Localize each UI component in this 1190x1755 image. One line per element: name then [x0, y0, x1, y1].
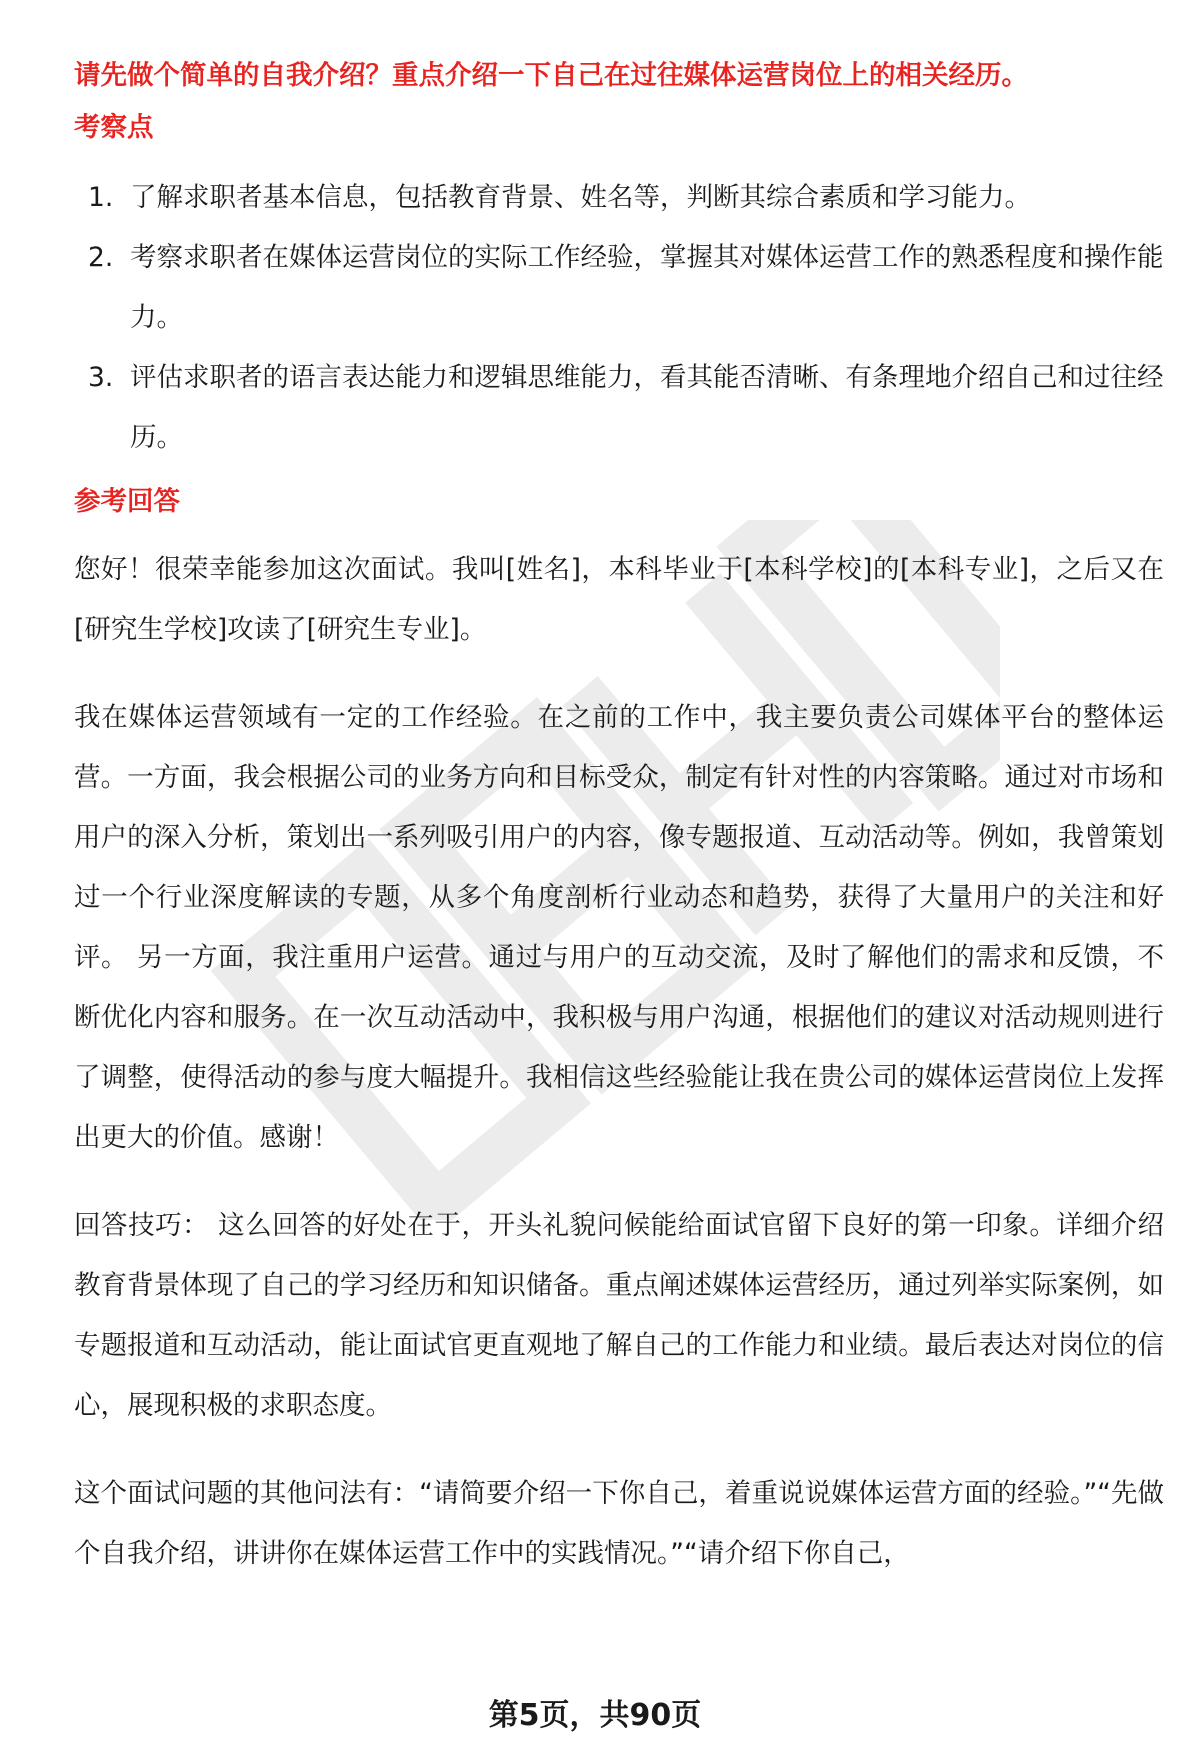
document-page [74, 46, 1164, 1612]
list-item-text: 了解求职者基本信息，包括教育背景、姓名等，判断其综合素质和学习能力。 [130, 182, 1031, 213]
list-item-number: 1. [88, 182, 114, 213]
list-item [74, 168, 1164, 228]
list-item-number: 2. [88, 242, 114, 273]
page-number-footer: 第5页，共90页 [488, 1698, 702, 1733]
answer-paragraph-intro: 您好！很荣幸能参加这次面试。我叫[姓名]，本科毕业于[本科学校]的[本科专业]，之后又在[研究生学校]攻读了[研究生专业]。 [74, 554, 1164, 645]
answer-paragraph-tips: 回答技巧： 这么回答的好处在于，开头礼貌问候能给面试官留下良好的第一印象。详细介绍教育背景体现了自己的学习经历和知识储备。重点阐述媒体运营经历，通过列举实际案例，如专题报道和互动活动，能让面试官更直观地了解自己的工作能力和业绩。最后表达对岗位的信心，展现积极的求职态度。 [74, 1210, 1164, 1421]
answer-title: 参考回答 [74, 486, 180, 517]
key-points-title: 考察点 [74, 112, 154, 143]
answer-paragraph-experience: 我在媒体运营领域有一定的工作经验。在之前的工作中，我主要负责公司媒体平台的整体运营。一方面，我会根据公司的业务方向和目标受众，制定有针对性的内容策略。通过对市场和用户的深入分析，策划出一系列吸引用户的内容，像专题报道、互动活动等。例如，我曾策划过一个行业深度解读的专题，从多个角度剖析行业动态和趋势，获得了大量用户的关注和好评。 另一方面，我注重用户运营。通过与用户的互动交流，及时了解他们的需求和反馈，不断优化内容和服务。在一次互动活动中，我积极与用户沟通，根据他们的建议对活动规则进行了调整，使得活动的参与度大幅提升。我相信这些经验能让我在贵公司的媒体运营岗位上发挥出更大的价值。感谢！ [74, 702, 1164, 1153]
answer-paragraph-alternatives: 这个面试问题的其他问法有：“请简要介绍一下你自己，着重说说媒体运营方面的经验。”“先做个自我介绍，讲讲你在媒体运营工作中的实践情况。”“请介绍下你自己， [74, 1478, 1164, 1569]
list-item [74, 228, 1164, 348]
list-item-text: 评估求职者的语言表达能力和逻辑思维能力，看其能否清晰、有条理地介绍自己和过往经历。 [130, 362, 1164, 453]
question-heading: 请先做个简单的自我介绍？重点介绍一下自己在过往媒体运营岗位上的相关经历。 [74, 60, 1028, 91]
key-points-list [74, 168, 1164, 468]
list-item-number: 3. [88, 362, 114, 393]
list-item [74, 348, 1164, 468]
list-item-text: 考察求职者在媒体运营岗位的实际工作经验，掌握其对媒体运营工作的熟悉程度和操作能力。 [130, 242, 1164, 333]
